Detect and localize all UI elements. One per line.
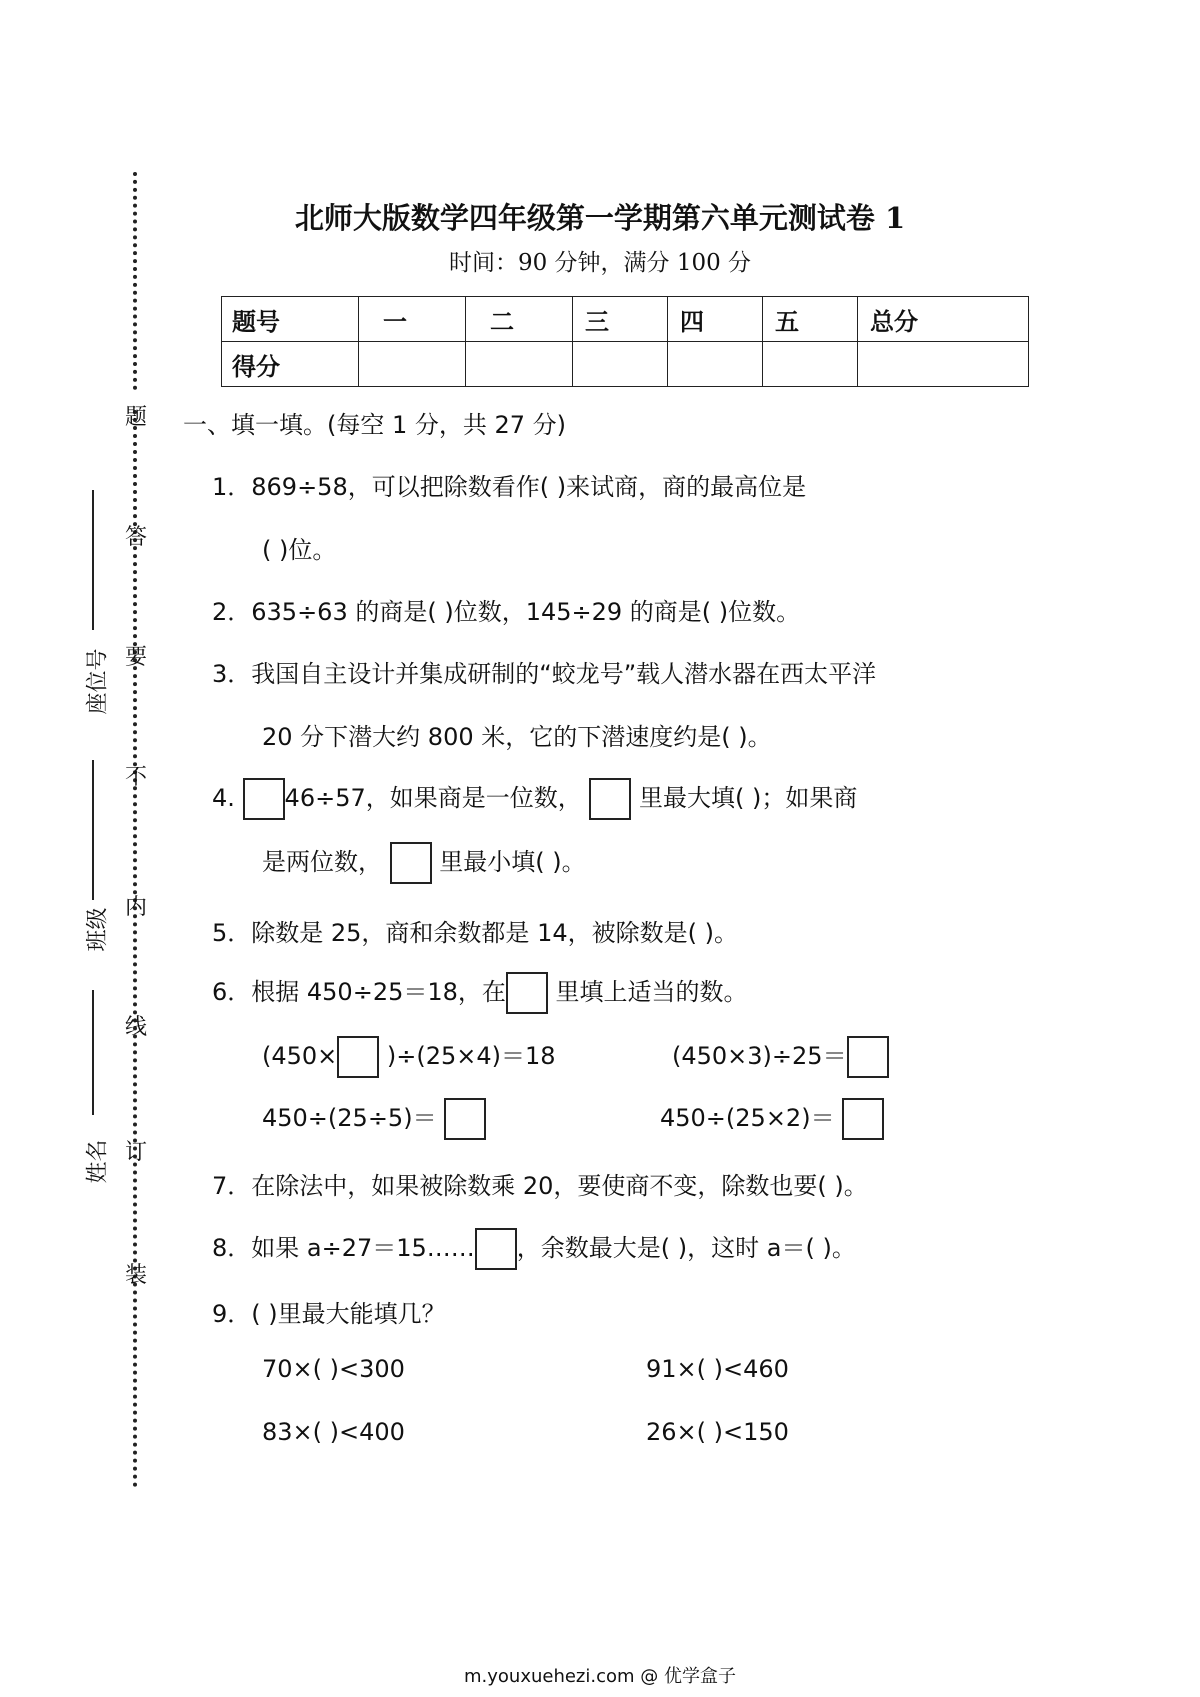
question-8-text-a: 8．如果 a÷27＝15…… <box>212 1234 475 1262</box>
seal-char: 订 <box>125 1140 148 1165</box>
section-heading: 一、填一填。(每空 1 分，共 27 分) <box>183 411 567 439</box>
seat-number-label: 座位号 <box>85 648 111 715</box>
question-4-line-1 <box>212 778 857 820</box>
page-subtitle: 时间：90 分钟，满分 100 分 <box>448 250 752 276</box>
question-2: 2．635÷63 的商是( )位数，145÷29 的商是( )位数。 <box>212 598 801 626</box>
question-8-text-b: ，余数最大是( )，这时 a＝( )。 <box>516 1234 856 1262</box>
page-title: 北师大版数学四年级第一学期第六单元测试卷 1 <box>294 201 906 235</box>
table-cell: 总分 <box>858 297 1029 342</box>
score-input-cell[interactable] <box>466 342 573 387</box>
answer-box[interactable] <box>506 972 548 1014</box>
question-4-text-d: 里最小填( )。 <box>439 848 586 876</box>
score-input-cell[interactable] <box>668 342 763 387</box>
question-6-expr-3 <box>262 1098 486 1140</box>
answer-box[interactable] <box>589 778 631 820</box>
expr-text: (450×3)÷25＝ <box>672 1042 847 1070</box>
question-1-line-2: ( )位。 <box>262 536 337 564</box>
question-3-line-1: 3．我国自主设计并集成研制的“蛟龙号”载人潜水器在西太平洋 <box>212 660 877 688</box>
score-input-cell[interactable] <box>359 342 466 387</box>
answer-box[interactable] <box>842 1098 884 1140</box>
question-6-expr-2 <box>672 1036 889 1078</box>
table-cell: 五 <box>763 297 858 342</box>
question-1-line-1: 1．869÷58，可以把除数看作( )来试商，商的最高位是 <box>212 473 807 501</box>
seal-char: 不 <box>125 765 148 790</box>
seal-char: 答 <box>125 525 148 550</box>
class-line <box>92 760 94 900</box>
table-cell: 三 <box>573 297 668 342</box>
seal-char: 装 <box>125 1263 148 1288</box>
question-9-expr-2: 91×( )<460 <box>646 1355 789 1383</box>
name-label: 姓名 <box>85 1139 111 1184</box>
answer-box[interactable] <box>390 842 432 884</box>
score-input-cell[interactable] <box>858 342 1029 387</box>
question-9-expr-4: 26×( )<150 <box>646 1418 789 1446</box>
question-4-text-c: 是两位数， <box>262 848 382 876</box>
question-9-expr-1: 70×( )<300 <box>262 1355 405 1383</box>
expr-text: 450÷(25×2)＝ <box>660 1104 835 1132</box>
expr-text: (450× <box>262 1042 338 1070</box>
question-6-line-1 <box>212 972 748 1014</box>
footer-watermark: m.youxuehezi.com @ 优学盒子 <box>463 1666 736 1687</box>
question-4-number: 4. <box>212 784 235 812</box>
score-table-header-row <box>222 297 1029 342</box>
question-5: 5．除数是 25，商和余数都是 14，被除数是( )。 <box>212 919 738 947</box>
seal-char: 题 <box>125 405 148 430</box>
question-4-text-a: 46÷57，如果商是一位数， <box>284 784 582 812</box>
seal-char: 线 <box>125 1015 148 1040</box>
answer-box[interactable] <box>243 778 285 820</box>
answer-box[interactable] <box>444 1098 486 1140</box>
question-6-text-a: 6．根据 450÷25＝18，在 <box>212 978 506 1006</box>
seal-char: 内 <box>125 895 148 920</box>
answer-box[interactable] <box>847 1036 889 1078</box>
table-cell: 一 <box>359 297 466 342</box>
answer-box[interactable] <box>337 1036 379 1078</box>
question-4-text-b: 里最大填( )；如果商 <box>639 784 858 812</box>
name-line <box>92 990 94 1115</box>
answer-box[interactable] <box>475 1228 517 1270</box>
seat-number-line <box>92 490 94 630</box>
question-7: 7．在除法中，如果被除数乘 20，要使商不变，除数也要( )。 <box>212 1172 868 1200</box>
seal-char: 要 <box>125 645 148 670</box>
score-input-cell[interactable] <box>573 342 668 387</box>
expr-text: )÷(25×4)＝18 <box>386 1042 556 1070</box>
table-cell: 二 <box>466 297 573 342</box>
question-6-expr-4 <box>660 1098 884 1140</box>
expr-text: 450÷(25÷5)＝ <box>262 1104 437 1132</box>
question-9: 9．( )里最大能填几？ <box>212 1300 446 1328</box>
question-3-line-2: 20 分下潜大约 800 米，它的下潜速度约是( )。 <box>262 723 772 751</box>
question-8 <box>212 1228 856 1270</box>
question-4-line-2 <box>262 842 586 884</box>
score-input-cell[interactable] <box>763 342 858 387</box>
class-label: 班级 <box>85 907 111 952</box>
table-cell: 题号 <box>222 297 359 342</box>
table-cell: 得分 <box>222 342 359 387</box>
binding-dotted-line <box>133 410 137 1488</box>
question-9-expr-3: 83×( )<400 <box>262 1418 405 1446</box>
question-6-expr-1 <box>262 1036 556 1078</box>
table-cell: 四 <box>668 297 763 342</box>
score-table-score-row <box>222 342 1029 387</box>
score-table <box>221 296 1029 387</box>
question-6-text-b: 里填上适当的数。 <box>555 978 748 1006</box>
